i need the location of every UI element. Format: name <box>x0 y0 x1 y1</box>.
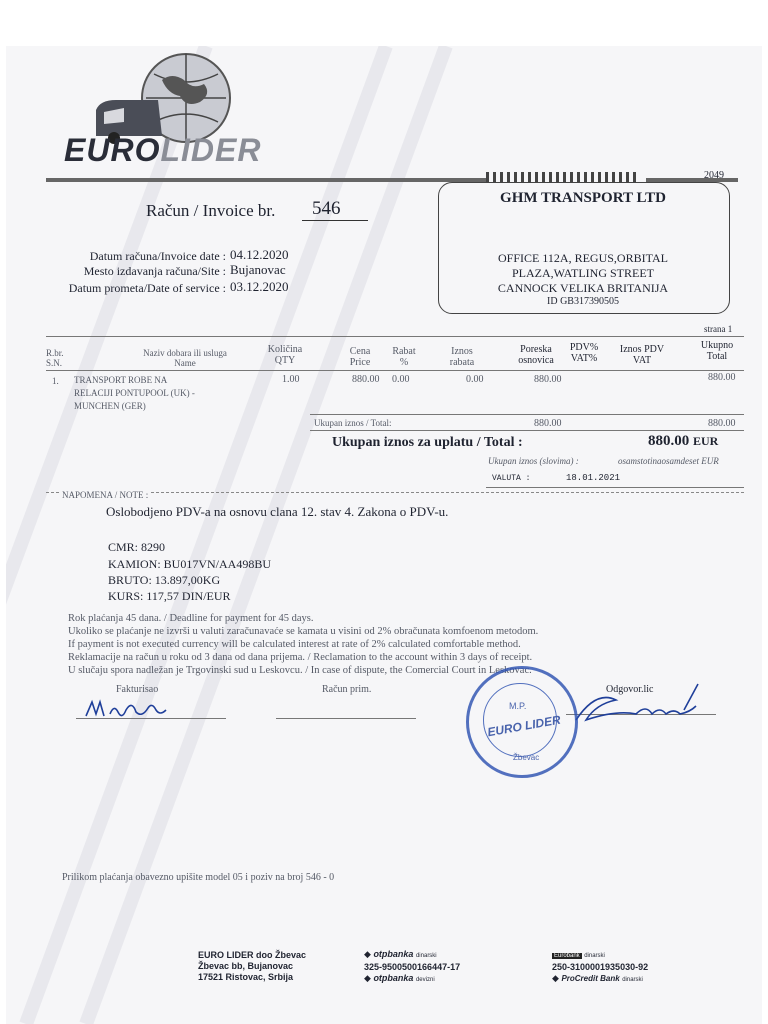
company-stamp <box>466 666 578 778</box>
col-price: Cena Price <box>349 346 371 368</box>
stamp-name: EURO LIDER <box>486 712 562 740</box>
sum-label: Ukupan iznos / Total: <box>314 418 392 428</box>
term-line: Rok plaćanja 45 dana. / Deadline for payment for 45 days. <box>68 613 314 624</box>
row-total: 880.00 <box>708 372 736 383</box>
procredit-logo-icon: ◆ <box>552 973 559 983</box>
page-label: strana 1 <box>704 324 733 334</box>
sum-bottom-rule <box>310 430 744 431</box>
logo-text-lider: LIDER <box>160 132 262 168</box>
note-cmr: CMR: 8290 <box>108 540 166 554</box>
odgovor-signature <box>566 680 716 730</box>
logo-text-euro: EURO <box>64 132 161 168</box>
note-label: NAPOMENA / NOTE : <box>62 490 149 500</box>
note-kurs: KURS: 117,57 DIN/EUR <box>108 589 231 603</box>
odgovor-label: Odgovor.lic <box>606 684 654 695</box>
site-label: Mesto izdavanja računa/Site : <box>83 264 226 278</box>
sum-osnovica: 880.00 <box>534 418 562 429</box>
invoice-date-label: Datum računa/Invoice date : <box>89 249 226 263</box>
stamp-city: Žbevac <box>513 753 540 762</box>
grand-total-value: 880.00 EUR <box>648 433 719 449</box>
col-total: Ukupno Total <box>700 340 734 362</box>
row-iznos-rabata: 0.00 <box>466 374 484 385</box>
valuta-rule <box>486 487 744 488</box>
valuta-value: 18.01.2021 <box>566 473 621 483</box>
customer-id: ID GB317390505 <box>547 296 619 307</box>
col-vat: Iznos PDV VAT <box>619 344 665 366</box>
row-osnovica: 880.00 <box>534 374 562 385</box>
otp-logo-icon: ◆ <box>364 949 371 959</box>
row-qty: 1.00 <box>282 374 300 385</box>
invoice-number: 546 <box>302 198 368 221</box>
grand-total-label: Ukupan iznos za uplatu / Total : <box>332 435 523 450</box>
note-bruto: BRUTO: 13.897,00KG <box>108 573 221 587</box>
row-number: 1. <box>52 376 59 386</box>
payment-note: Prilikom plaćanja obavezno upišite model 05 i poziv na broj 546 - 0 <box>62 872 335 883</box>
service-date-value: 03.12.2020 <box>230 279 289 294</box>
otp-logo-icon: ◆ <box>364 973 371 983</box>
col-osnovica: Poreska osnovica <box>518 344 554 366</box>
note-rule <box>46 492 744 493</box>
header-barcode <box>486 172 636 182</box>
stamp-mp: M.P. <box>509 701 527 711</box>
invoice-sheet <box>6 46 762 1024</box>
col-name: Naziv dobara ili usluga Name <box>143 348 227 368</box>
table-top-rule <box>46 336 744 337</box>
header-rule <box>46 178 486 182</box>
col-qty: Količina QTY <box>267 344 303 366</box>
note-text: Oslobodjeno PDV-a na osnovu clana 12. stav 4. Zakona o PDV-u. <box>106 504 449 519</box>
table-header-rule <box>46 370 744 371</box>
words-value: osamstotinaosamdeset EUR <box>618 456 719 466</box>
fakturisao-label: Fakturisao <box>116 684 159 695</box>
customer-address-2: PLAZA,WATLING STREET <box>512 266 654 280</box>
footer-bank-otp: ◆ otpbanka dinarski 325-9500500166447-17 ◆ otpbanka devizni <box>364 949 461 983</box>
terms-block <box>68 612 538 677</box>
eurobank-logo-icon: Eurobank <box>554 953 580 959</box>
customer-address-1: OFFICE 112A, REGUS,ORBITAL <box>498 251 668 265</box>
sum-total: 880.00 <box>708 418 736 429</box>
service-date-label: Datum prometa/Date of service : <box>68 281 226 295</box>
invoice-title: Račun / Invoice br. <box>146 201 276 220</box>
fakturisao-signature <box>82 696 182 722</box>
racun-prim-label: Račun prim. <box>322 684 372 695</box>
term-line: If payment is not executed currency will be calculated interest at rate of 2% calculated comfortable method. <box>68 639 521 650</box>
term-line: Reklamacije na račun u roku od 3 dana od dana prijema. / Reclamation to the account within 3 days of receipt. <box>68 652 533 663</box>
footer-bank-eurobank: Eurobank dinarski 250-3100001935030-92 ◆ ProCredit Bank dinarski <box>552 953 649 983</box>
term-line: U slučaju spora nadležan je Trgovinski sud u Leskovcu. / In case of dispute, the Comercial Court in Leskovac. <box>68 665 532 676</box>
customer-name: GHM TRANSPORT LTD <box>500 190 666 206</box>
site-value: Bujanovac <box>230 262 286 277</box>
row-description: TRANSPORT ROBE NA RELACIJI PONTUPOOL (UK) - MUNCHEN (GER) <box>74 375 195 411</box>
col-vat-pct: PDV% VAT% <box>569 342 599 364</box>
note-kamion: KAMION: BU017VN/AA498BU <box>108 557 272 571</box>
sum-top-rule <box>310 414 744 415</box>
customer-address-3: CANNOCK VELIKA BRITANIJA <box>497 281 669 295</box>
col-rabat: Rabat % <box>392 346 416 368</box>
valuta-label: VALUTA : <box>492 474 531 483</box>
header-number: 2049 <box>704 170 724 181</box>
footer-company: EURO LIDER doo Žbevac Žbevac bb, Bujanovac 17521 Ristovac, Srbija <box>198 950 307 982</box>
row-rabat: 0.00 <box>392 374 410 385</box>
col-iznos-rabata: Iznos rabata <box>449 346 475 368</box>
row-price: 880.00 <box>352 374 380 385</box>
racun-prim-line <box>276 718 416 719</box>
words-label: Ukupan iznos (slovima) : <box>488 456 579 466</box>
term-line: Ukoliko se plaćanje ne izvrši u valuti zaračunavaće se kamata u visini od 2% obračunata komfoenom metodom. <box>68 626 539 637</box>
invoice-date-value: 04.12.2020 <box>230 247 289 262</box>
col-rbr: R.br. S.N. <box>46 348 64 368</box>
